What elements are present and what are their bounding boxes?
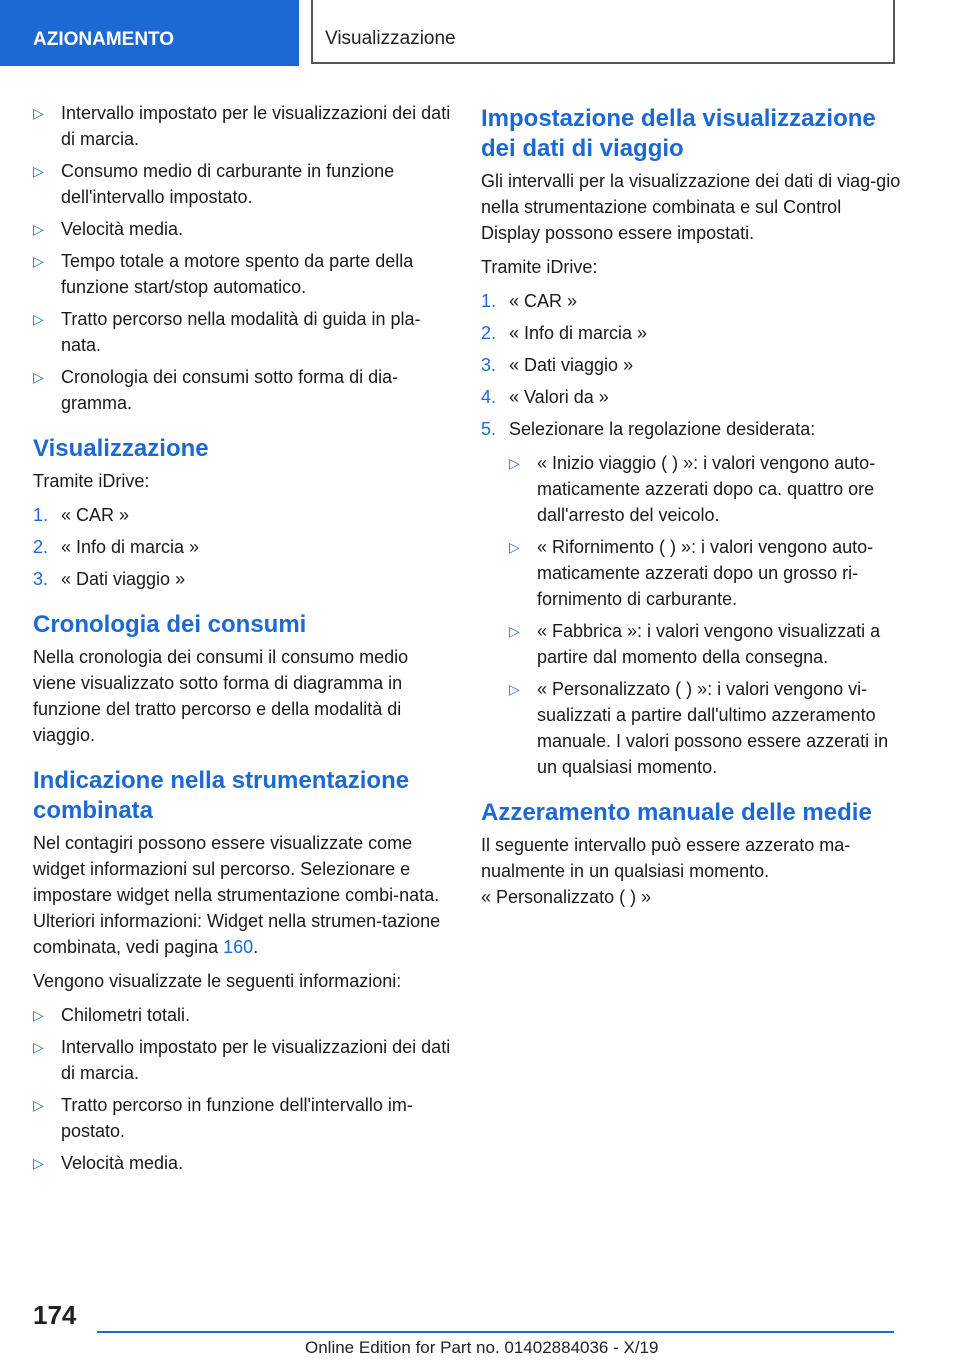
- triangle-bullet-icon: ▷: [33, 311, 44, 327]
- visual-intro: Tramite iDrive:: [33, 471, 150, 491]
- triangle-bullet-icon: ▷: [509, 539, 520, 555]
- page-link[interactable]: 160: [223, 937, 254, 957]
- triangle-bullet-icon: ▷: [509, 681, 520, 697]
- heading-indicazione: Indicazione nella strumentazione combinata: [33, 767, 410, 824]
- list-item: ▷ Tratto percorso in funzione dell'intervallo im-postato.: [33, 1092, 453, 1144]
- list-item: ▷ « Inizio viaggio ( ) »: i valori vengono auto-maticamente azzerati dopo ca. quattro ore dall'arresto del veicolo.: [509, 450, 901, 528]
- heading-cronologia: Cronologia dei consumi: [33, 611, 307, 638]
- triangle-bullet-icon: ▷: [33, 1155, 44, 1171]
- left-column: [33, 100, 453, 1182]
- step-item: 5. Selezionare la regolazione desiderata: ▷ « Inizio viaggio ( ) »: i valori vengono auto-maticamente azzerati dopo ca. quattro ore dall'arresto del veicolo. ▷ « Rifornimento ( ) »: i valori vengono auto-maticamente azzerati dopo un grosso ri-fornimento di carburante. ▷ « Fabbrica »: i valori vengono visualizzati a partire dal momento della consegna. ▷ « Personalizzato ( ) »: i valori vengono vi-sualizzati a partire dall'ultimo azzeramento manuale. I valori possono essere azzerati in un qualsiasi momento.: [481, 416, 901, 780]
- sub-bullet-list: [509, 450, 901, 780]
- edition-note: Online Edition for Part no. 01402884036 - X/19: [305, 1338, 659, 1357]
- triangle-bullet-icon: ▷: [33, 1097, 44, 1113]
- impostazione-steps: [481, 288, 901, 780]
- list-item: ▷ Tempo totale a motore spento da parte della funzione start/stop automatico.: [33, 248, 453, 300]
- azzeramento-text: Il seguente intervallo può essere azzerato ma-nualmente in un qualsiasi momento.: [481, 835, 851, 881]
- triangle-bullet-icon: ▷: [33, 105, 44, 121]
- triangle-bullet-icon: ▷: [33, 221, 44, 237]
- list-item: ▷ Intervallo impostato per le visualizzazioni dei dati di marcia.: [33, 100, 453, 152]
- heading-visualizzazione: Visualizzazione: [33, 435, 209, 462]
- step-item: 3. « Dati viaggio »: [33, 569, 186, 589]
- list-item: ▷ Consumo medio di carburante in funzione dell'intervallo impostato.: [33, 158, 453, 210]
- triangle-bullet-icon: ▷: [33, 163, 44, 179]
- step-item: 4. « Valori da »: [481, 387, 609, 407]
- step-item: 1. « CAR »: [481, 291, 578, 311]
- list-item: ▷ « Fabbrica »: i valori vengono visualizzati a partire dal momento della consegna.: [509, 618, 901, 670]
- step-item: 2. « Info di marcia »: [481, 323, 648, 343]
- list-item: ▷ Tratto percorso nella modalità di guida in pla-nata.: [33, 306, 453, 358]
- indicazione-text: Nel contagiri possono essere visualizzate come widget informazioni sul percorso. Selezionare e impostare widget nella strumentazione combi-nata. Ulteriori informazioni: Widget nella strumen-tazione combinata, vedi pagina 160.: [33, 833, 441, 957]
- right-column: [481, 100, 901, 918]
- triangle-bullet-icon: ▷: [33, 253, 44, 269]
- list-item: ▷ Chilometri totali.: [33, 1002, 453, 1028]
- heading-azzeramento: Azzeramento manuale delle medie: [481, 799, 872, 826]
- step-item: 1. « CAR »: [33, 505, 130, 525]
- list-item: ▷ Cronologia dei consumi sotto forma di dia-gramma.: [33, 364, 453, 416]
- heading-impostazione: Impostazione della visualizzazione dei dati di viaggio: [481, 105, 876, 162]
- visual-steps: [33, 502, 453, 592]
- bullet-list-bottom: [33, 1002, 453, 1176]
- indicazione-intro: Vengono visualizzate le seguenti informazioni:: [33, 971, 402, 991]
- list-item: ▷ « Personalizzato ( ) »: i valori vengono vi-sualizzati a partire dall'ultimo azzeramento manuale. I valori possono essere azzerati in un qualsiasi momento.: [509, 676, 901, 780]
- triangle-bullet-icon: ▷: [509, 623, 520, 639]
- list-item: ▷ Velocità media.: [33, 216, 453, 242]
- step-item: 3. « Dati viaggio »: [481, 355, 634, 375]
- section-tab: AZIONAMENTO: [0, 0, 299, 66]
- step-item: 2. « Info di marcia »: [33, 537, 200, 557]
- cronologia-text: Nella cronologia dei consumi il consumo medio viene visualizzato sotto forma di diagramma in funzione del tratto percorso e della modalità di viaggio.: [33, 647, 409, 745]
- triangle-bullet-icon: ▷: [33, 369, 44, 385]
- list-item: ▷ Velocità media.: [33, 1150, 453, 1176]
- triangle-bullet-icon: ▷: [33, 1007, 44, 1023]
- triangle-bullet-icon: ▷: [33, 1039, 44, 1055]
- list-item: ▷ Intervallo impostato per le visualizzazioni dei dati di marcia.: [33, 1034, 453, 1086]
- footer-divider: [97, 1331, 894, 1333]
- page-title: Visualizzazione: [325, 28, 456, 49]
- impostazione-text: Gli intervalli per la visualizzazione dei dati di viag-gio nella strumentazione combinata e sul Control Display possono essere impostati.: [481, 171, 901, 243]
- impostazione-intro: Tramite iDrive:: [481, 257, 598, 277]
- page-header: [0, 0, 960, 66]
- azzeramento-item: « Personalizzato ( ) »: [481, 887, 652, 907]
- list-item: ▷ « Rifornimento ( ) »: i valori vengono auto-maticamente azzerati dopo un grosso ri-fornimento di carburante.: [509, 534, 901, 612]
- page-number: 174: [33, 1300, 77, 1330]
- triangle-bullet-icon: ▷: [509, 455, 520, 471]
- bullet-list-top: [33, 100, 453, 416]
